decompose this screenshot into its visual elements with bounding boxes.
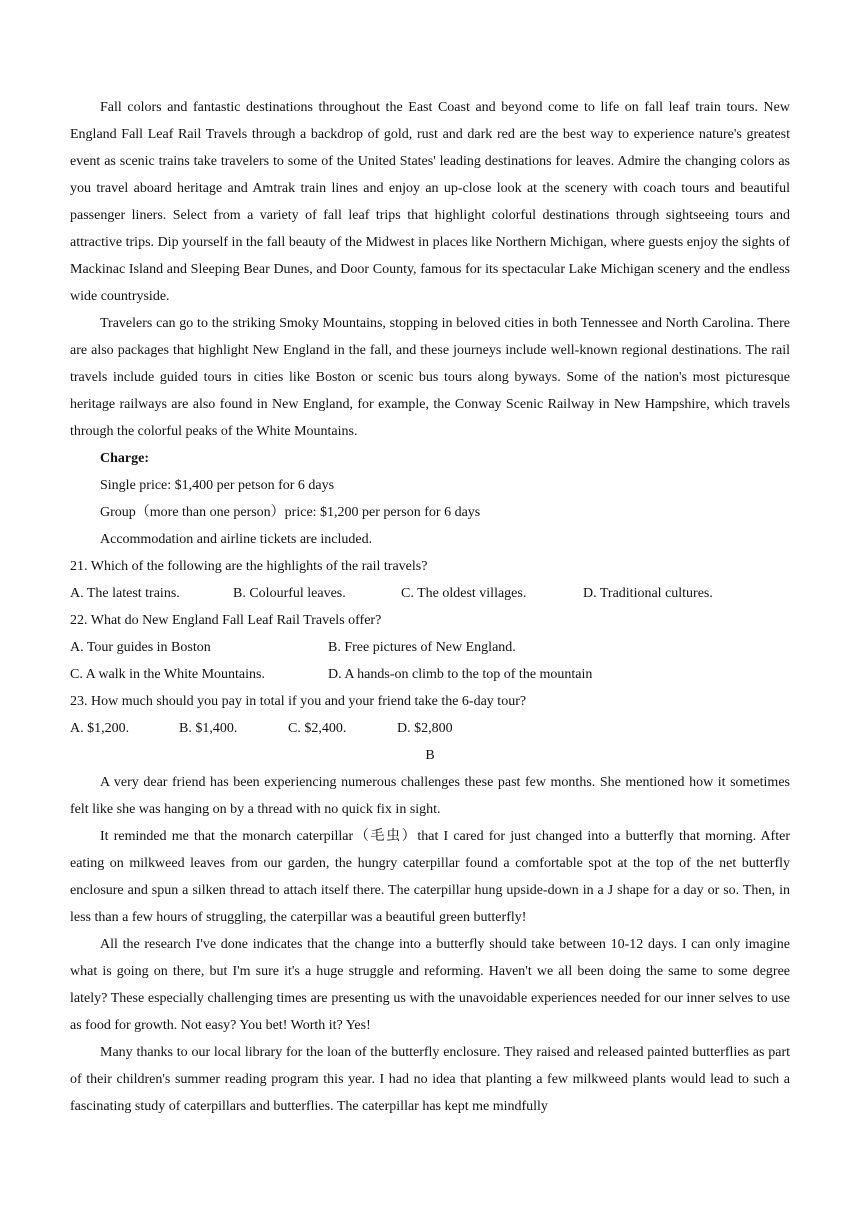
question-23-stem: 23. How much should you pay in total if you and your friend take the 6-day tour? [70, 694, 527, 709]
question-22-option-d: D. A hands-on climb to the top of the mountain [328, 667, 593, 682]
question-23-option-b: B. $1,400. [179, 721, 238, 736]
question-21-option-c: C. The oldest villages. [401, 586, 527, 601]
passage-b-paragraph-2: It reminded me that the monarch caterpillar（毛虫）that I cared for just changed into a butterfly that morning. After eating on milkweed leaves from our garden, the hungry caterpillar found a comfortable spot at the top of the net butterfly enclosure and spun a silken thread to attach itself there. The caterpillar hung upside-down in a J shape for a day or so. Then, in less than a few hours of struggling, the caterpillar was a beautiful green butterfly! [70, 829, 790, 925]
question-23-options [70, 715, 790, 742]
passage-b-paragraph-1: A very dear friend has been experiencing numerous challenges these past few months. She mentioned how it sometimes felt like she was hanging on by a thread with no quick fix in sight. [70, 775, 790, 817]
question-21-option-b: B. Colourful leaves. [233, 586, 346, 601]
question-21-option-d: D. Traditional cultures. [583, 586, 713, 601]
passage-b-paragraph-3: All the research I've done indicates that the change into a butterfly should take between 10-12 days. I can only imagine what is going on there, but I'm sure it's a huge struggle and reforming. Haven't we all been doing the same to some degree lately? These especially challenging times are presenting us with the unavoidable experiences needed for our inner selves to use as food for growth. Not easy? You bet! Worth it? Yes! [70, 937, 790, 1033]
charge-group-price: Group（more than one person）price: $1,200 per person for 6 days [100, 505, 481, 520]
question-23-option-c: C. $2,400. [288, 721, 347, 736]
question-22-option-c: C. A walk in the White Mountains. [70, 667, 265, 682]
question-22-options-row-1 [70, 634, 790, 661]
passage-b-title: B [425, 748, 435, 763]
question-23-option-a: A. $1,200. [70, 721, 130, 736]
passage-a-paragraph-1: Fall colors and fantastic destinations throughout the East Coast and beyond come to life on fall leaf train tours. New England Fall Leaf Rail Travels through a backdrop of gold, rust and dark red are the best way to experience nature's greatest event as scenic trains take travelers to some of the United States' leading destinations for leaves. Admire the changing colors as you travel aboard heritage and Amtrak train lines and enjoy an up-close look at the scenery with coach tours and beautiful passenger liners. Select from a variety of fall leaf trips that highlight colorful destinations through sightseeing tours and attractive trips. Dip yourself in the fall beauty of the Midwest in places like Northern Michigan, where guests enjoy the sights of Mackinac Island and Sleeping Bear Dunes, and Door County, famous for its spectacular Lake Michigan scenery and the endless wide countryside. [70, 100, 790, 304]
document-page [70, 94, 790, 1120]
passage-a-paragraph-2: Travelers can go to the striking Smoky Mountains, stopping in beloved cities in both Tennessee and North Carolina. There are also packages that highlight New England in the fall, and these journeys include well-known regional destinations. The rail travels include guided tours in cities like Boston or scenic bus tours along byways. Some of the nation's most picturesque heritage railways are also found in New England, for example, the Conway Scenic Railway in New Hampshire, which travels through the colorful peaks of the White Mountains. [70, 316, 790, 439]
question-21-stem: 21. Which of the following are the highlights of the rail travels? [70, 559, 428, 574]
question-21-option-a: A. The latest trains. [70, 586, 180, 601]
charge-heading: Charge: [100, 451, 149, 466]
question-22-option-b: B. Free pictures of New England. [328, 640, 516, 655]
charge-note: Accommodation and airline tickets are included. [100, 532, 373, 547]
question-23-option-d: D. $2,800 [397, 721, 453, 736]
question-22-stem: 22. What do New England Fall Leaf Rail Travels offer? [70, 613, 382, 628]
question-22-option-a: A. Tour guides in Boston [70, 640, 211, 655]
passage-b-paragraph-4: Many thanks to our local library for the loan of the butterfly enclosure. They raised and released painted butterflies as part of their children's summer reading program this year. I had no idea that planting a few milkweed plants would lead to such a fascinating study of caterpillars and butterflies. The caterpillar has kept me mindfully [70, 1045, 790, 1114]
charge-single-price: Single price: $1,400 per petson for 6 days [100, 478, 335, 493]
question-22-options-row-2 [70, 661, 790, 688]
question-21-options [70, 580, 790, 607]
